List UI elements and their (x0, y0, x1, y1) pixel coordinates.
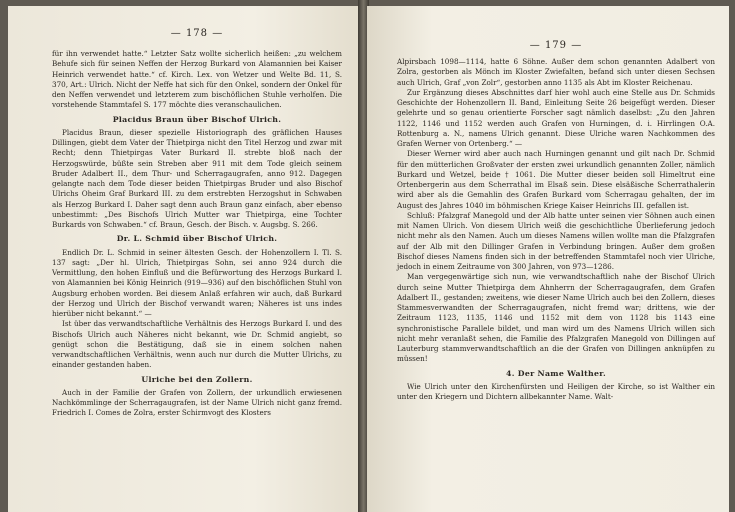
section-heading: Ulriche bei den Zollern. (141, 374, 253, 384)
left-page (8, 6, 360, 512)
paragraph: Placidus Braun, dieser spezielle Historiograph des gräflichen Hauses Dillingen, giebt dem Vater der Thietpirga nicht den Titel Herzog und zwar mit Recht; denn Thietpirgas Vater Burkard II. strebte bloß nach der Herzogswürde, büßte sein Streben aber 911 mit dem Tode gleich seinem Bruder Adalbert II., dem Thur- und Scherragaugrafen, anno 912. Dagegen gelangte nach dem Tode dieser beiden Thietpirgas Bruder und also Bischof Ulrichs Oheim Graf Burkard III. zu dem erstrebten Herzogshut in Schwaben als Herzog Burkard I. Daher sagt denn auch Braun ganz einfach, aber ebenso unbestimmt: „Des Bischofs Ulrich Mutter war Thietpirga, eine Tochter Burkards von Schwaben.“ cf. Braun, Gesch. der Bisch. v. Augsbg. S. 266. (52, 127, 342, 229)
paragraph: Endlich Dr. L. Schmid in seiner ältesten Gesch. der Hohenzollern I. Tl. S. 137 sagt: „Der hl. Ulrich, Thietpirgas Sohn, sei anno 924 durch die Vermittlung, den hohen Einfluß und die Befürwortung des Herzogs Burkard I. von Alamannien bei König Heinrich (919—936) auf den bischöflichen Stuhl von Augsburg erhoben worden. Bei diesem Anlaß erfahren wir auch, daß Burkard der Herzog und Ulrich der Bischof verwandt waren; Näheres ist uns indes hierüber nicht bekannt.“ — (52, 247, 342, 318)
right-page (367, 6, 729, 512)
section-heading: Placidus Braun über Bischof Ulrich. (112, 114, 282, 124)
paragraph: Alpirsbach 1098—1114, hatte 6 Söhne. Außer dem schon genannten Adalbert von Zolra, gestorben als Mönch im Kloster Zwiefalten, befand sich unter diesen Sechsen auch Ulrich, Graf „von Zolr“, gestorben anno 1135 als Abt im Kloster Reichenau. (397, 57, 715, 87)
paragraph: Schluß: Pfalzgraf Manegold und der Alb hatte unter seinen vier Söhnen auch einen mit Namen Ulrich. Von diesem Ulrich weiß die geschichtliche Überlieferung jedoch nicht mehr als den Namen. Auch um dieses Namens willen wollte man die Pfalzgrafen auf der Alb mit den Dillinger Grafen in Verbindung bringen. Außer dem großen Bischof dieses Namens finden sich in der betreffenden Stammtafel noch vier Ulriche, jedoch in einem Zeitraume von 300 Jahren, von 973—1286. (397, 210, 715, 271)
paragraph: Auch in der Familie der Grafen von Zollern, der urkundlich erwiesenen Nachkömmlinge der Scherragaugrafen, ist der Name Ulrich nicht ganz fremd. Friedrich I. Comes de Zolra, erster Schirmvogt des Klosters (52, 387, 342, 418)
paragraph: Zur Ergänzung dieses Abschnittes darf hier wohl auch eine Stelle aus Dr. Schmids Geschichte der Hohenzollern II. Band, Einleitung Seite 26 beigefügt werden. Dieser gelehrte und so genau orientierte Forscher sagt nämlich daselbst: „Zu den Jahren 1122, 1146 und 1152 werden auch Grafen von Hurningen, d. i. Hirrlingen O.A. Rottenburg a. N., namens Ulrich genannt. Diese Ulriche waren Nachkommen des Grafen Werner von Ortenberg.“ — (397, 87, 715, 148)
paragraph: Wie Ulrich unter den Kirchenfürsten und Heiligen der Kirche, so ist Walther ein unter den Kriegern und Dichtern allbekannter Name. Walt- (397, 381, 715, 401)
page-text (397, 57, 715, 402)
paragraph: Man vergegenwärtige sich nun, wie verwandtschaftlich nahe der Bischof Ulrich durch seine Mutter Thietpirga dem Ahnherrn der Scherragaugrafen, dem Grafen Adalbert II., gestanden; zweitens, wie dieser Name Ulrich auch bei den Zollern, dieses Stammesverwandten der Scherragaugrafen, nicht fremd war; drittens, wie der Zeitraum 1123, 1135, 1146 und 1152 mit dem von 1128 bis 1143 eine synchronistische Parallele bildet, und man wird um des Namens Ulrich willen sich nicht mehr veranlaßt sehen, die Familie des Pfalzgrafen Manegold von Dillingen auf Lauterburg stammverwandtschaftlich an die der Grafen von Dillingen anknüpfen zu müssen! (397, 272, 715, 364)
paragraph: Ist über das verwandtschaftliche Verhältnis des Herzogs Burkard I. und des Bischofs Ulrich auch Näheres nicht bekannt, wie Dr. Schmid angiebt, so genügt schon die Bestätigung, daß sie in einem solchen nahen verwandtschaftlichen Verhältnis, wenn auch nur durch die Mutter Ulrichs, zu einander gestanden haben. (52, 319, 342, 370)
section-heading: 4. Der Name Walther. (506, 368, 606, 378)
page-text (52, 49, 342, 419)
page-number: — 179 — (529, 40, 583, 51)
page-number: — 178 — (170, 28, 224, 39)
paragraph: Dieser Werner wird aber auch nach Hurningen genannt und gilt nach Dr. Schmid für den mütterlichen Großvater der ersten zwei urkundlich genannten Zoller, nämlich Burkard und Wetzel, beide † 1061. Die Mutter dieser beiden soll Himeltrut eine Ortenbergerin aus dem Scherrathal im Elsaß sein. Diese elsäßische Scherrathalerin wird aber als die Gemahlin des Grafen Burkard vom Scherragau gehalten, der im August des Jahres 1040 im böhmischen Kriege Kaiser Heinrichs III. gefallen ist. (397, 149, 715, 210)
section-heading: Dr. L. Schmid über Bischof Ulrich. (116, 234, 278, 244)
paragraph: für ihn verwendet hatte.“ Letzter Satz wollte sicherlich heißen: „zu welchem Behufe sich für seinen Neffen der Herzog Burkard von Alamannien bei Kaiser Heinrich verwendet hatte.“ cf. Kirch. Lex. von Wetzer und Welte Bd. 11, S. 370, Art.: Ulrich. Nicht der Neffe hat sich für den Onkel, sondern der Onkel für den Neffen verwendet und letzterem zum bischöflichen Stuhle verholfen. Die vorstehende Stammtafel S. 177 möchte dies veranschaulichen. (52, 49, 342, 110)
